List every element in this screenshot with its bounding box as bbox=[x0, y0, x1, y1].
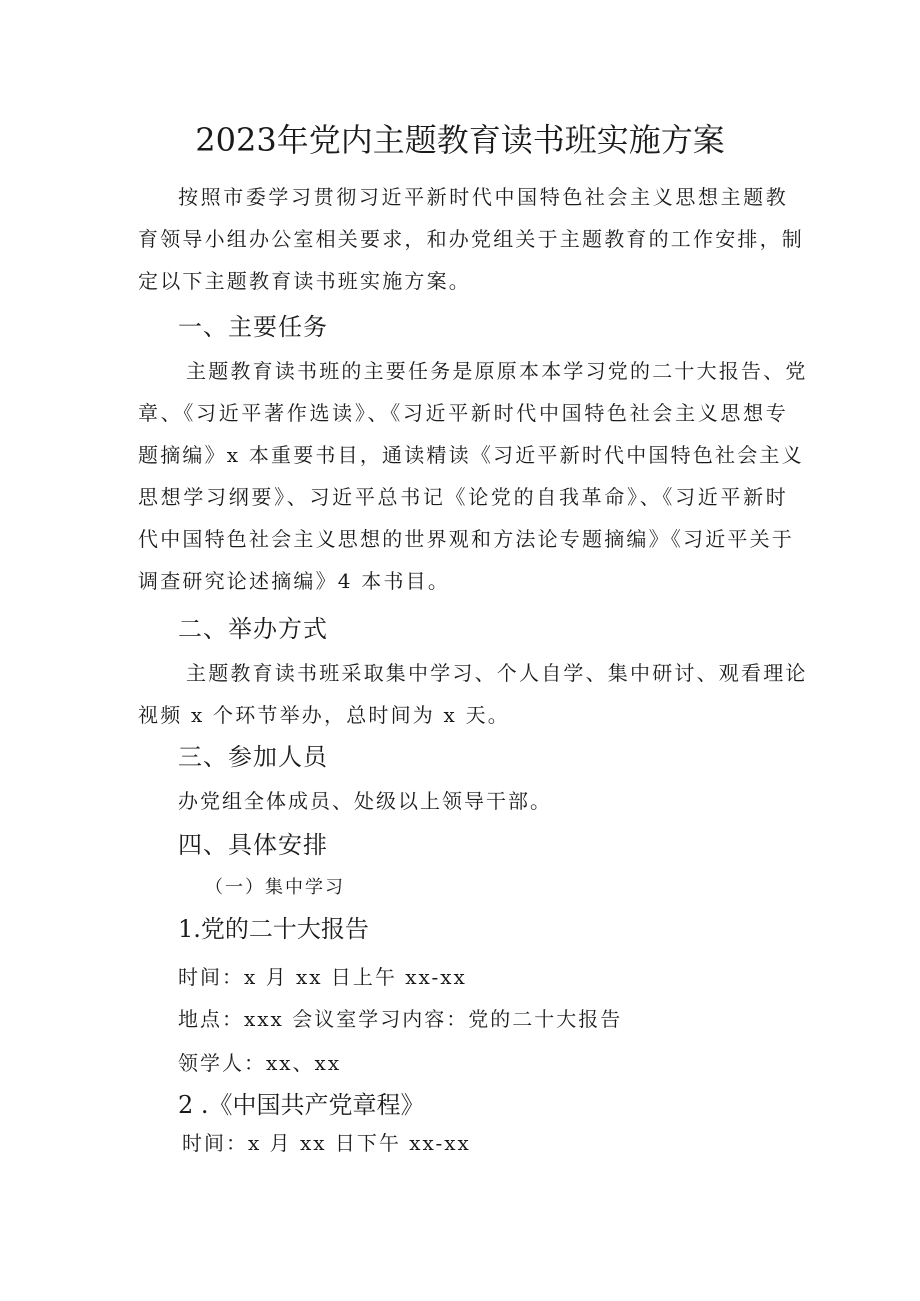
section2-line-2: 视频 x 个环节举办，总时间为 x 天。 bbox=[138, 703, 510, 727]
item2-time: 时间：x 月 xx 日下午 xx-xx bbox=[182, 1131, 471, 1155]
item2-title: 2 .《中国共产党章程》 bbox=[178, 1091, 425, 1119]
section1-line-1: 主题教育读书班的主要任务是原原本本学习党的二十大报告、党 bbox=[186, 359, 808, 383]
subsection-heading-1: （一）集中学习 bbox=[205, 877, 345, 898]
intro-paragraph bbox=[138, 176, 804, 302]
section-heading-4: 四、具体安排 bbox=[178, 831, 328, 859]
intro-line-2: 育领导小组办公室相关要求，和办党组关于主题教育的工作安排，制 bbox=[138, 227, 804, 251]
item1-title: 1.党的二十大报告 bbox=[178, 915, 369, 943]
section-heading-3: 三、参加人员 bbox=[178, 743, 328, 771]
section1-line-4: 思想学习纲要》、习近平总书记《论党的自我革命》、《习近平新时 bbox=[138, 485, 788, 509]
intro-line-3: 定以下主题教育读书班实施方案。 bbox=[138, 269, 471, 293]
section-heading-1: 一、主要任务 bbox=[178, 313, 328, 341]
section2-line-1: 主题教育读书班采取集中学习、个人自学、集中研讨、观看理论 bbox=[186, 661, 808, 685]
section1-line-5: 代中国特色社会主义思想的世界观和方法论专题摘编》《习近平关于 bbox=[138, 527, 794, 551]
section1-line-2: 章、《习近平著作选读》、《习近平新时代中国特色社会主义思想专 bbox=[138, 401, 788, 425]
item1-place: 地点：xxx 会议室学习内容：党的二十大报告 bbox=[178, 1007, 623, 1031]
item1-leader: 领学人：xx、xx bbox=[178, 1051, 342, 1075]
section1-line-3: 题摘编》x 本重要书目，通读精读《习近平新时代中国特色社会主义 bbox=[138, 443, 804, 467]
section-heading-2: 二、举办方式 bbox=[178, 615, 328, 643]
item1-time: 时间：x 月 xx 日上午 xx-xx bbox=[178, 965, 467, 989]
section1-line-6: 调查研究论述摘编》4 本书目。 bbox=[138, 569, 451, 593]
document-title: 2023年党内主题教育读书班实施方案 bbox=[195, 121, 725, 159]
section1-paragraph bbox=[138, 350, 808, 602]
section2-paragraph bbox=[138, 652, 808, 736]
intro-line-1: 按照市委学习贯彻习近平新时代中国特色社会主义思想主题教 bbox=[178, 185, 788, 209]
section3-text: 办党组全体成员、处级以上领导干部。 bbox=[178, 789, 552, 813]
